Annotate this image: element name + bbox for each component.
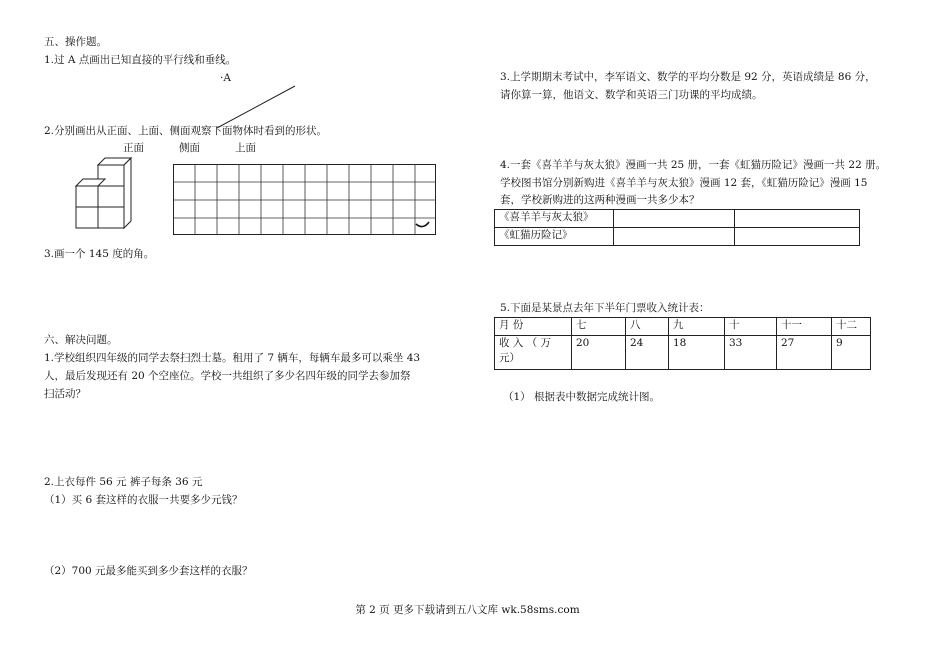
book-title-cell: 《虹猫历险记》	[495, 228, 614, 246]
problem-2-sub2: （2）700 元最多能买到多少套这样的衣服？	[44, 565, 253, 577]
table-cell: 20	[572, 336, 626, 370]
view-label-front: 正面	[123, 142, 144, 154]
table-header-row	[495, 318, 871, 336]
table-cell: 9	[832, 336, 871, 370]
question-1-text: 1.过 A 点画出已知直接的平行线和垂线。	[44, 54, 237, 66]
right-q3-line2: 请你算一算，他语文、数学和英语三门功课的平均成绩。	[500, 89, 763, 101]
row-label-line2: 元）	[499, 352, 520, 365]
book-row-1	[495, 210, 860, 228]
view-label-side: 侧面	[179, 142, 200, 154]
right-q4-line3: 套，学校新购进的这两种漫画一共多少本？	[500, 194, 700, 206]
table-cell: 27	[777, 336, 832, 370]
table-header-cell: 十一	[777, 318, 832, 336]
section5-heading: 五、操作题。	[44, 36, 107, 48]
book-table	[494, 209, 860, 246]
point-a-label: ·A	[220, 72, 231, 84]
section6-heading: 六、解决问题。	[44, 334, 118, 346]
table-header-cell: 十	[725, 318, 777, 336]
book-answer-cell[interactable]	[614, 210, 735, 228]
table-cell: 24	[626, 336, 669, 370]
grid-lines	[173, 164, 437, 236]
page-footer: 第 2 页 更多下载请到五八文库 wk.58sms.com	[355, 604, 580, 616]
given-line	[217, 86, 295, 128]
table-header-cell: 月 份	[495, 318, 572, 336]
book-answer-cell[interactable]	[614, 228, 735, 246]
drawing-grid[interactable]	[173, 164, 437, 241]
book-row-2	[495, 228, 860, 246]
problem-1-line3: 扫活动？	[44, 388, 86, 400]
table-cell: 18	[669, 336, 725, 370]
right-q4-line1: 4.一套《喜羊羊与灰太狼》漫画一共 25 册，一套《虹猫历险记》漫画一共 22 册。	[500, 159, 887, 171]
problem-2-sub1: （1）买 6 套这样的衣服一共要多少元钱？	[44, 494, 243, 506]
cube-stack-drawing	[74, 155, 134, 235]
problem-1-line2: 人，最后发现还有 20 个空座位。学校一共组织了多少名四年级的同学去参加祭	[44, 370, 411, 382]
table-header-cell: 十二	[832, 318, 871, 336]
table-data-row	[495, 336, 871, 370]
view-label-top: 上面	[235, 142, 256, 154]
table-header-cell: 九	[669, 318, 725, 336]
question-3-text: 3.画一个 145 度的角。	[44, 248, 155, 260]
right-q3-line1: 3.上学期期末考试中，李军语文、数学的平均分数是 92 分，英语成绩是 86 分，	[500, 71, 876, 83]
book-title-cell: 《喜羊羊与灰太狼》	[495, 210, 614, 228]
table-row-label	[495, 336, 572, 370]
ticket-income-table	[494, 317, 871, 370]
problem-2-text: 2.上衣每件 56 元 裤子每条 36 元	[44, 476, 203, 488]
row-label-line1: 收 入 （ 万	[499, 337, 552, 349]
book-answer-cell[interactable]	[735, 228, 860, 246]
book-answer-cell[interactable]	[735, 210, 860, 228]
table-cell: 33	[725, 336, 777, 370]
problem-1-line1: 1.学校组织四年级的同学去祭扫烈士墓。租用了 7 辆车，每辆车最多可以乘坐 43	[44, 352, 421, 364]
cube-stack-figure	[74, 155, 134, 235]
question-2-text: 2.分别画出从正面、上面、侧面观察下面物体时看到的形状。	[44, 125, 328, 137]
table-header-cell: 七	[572, 318, 626, 336]
right-q4-line2: 学校图书馆分别新购进《喜羊羊与灰太狼》漫画 12 套，《虹猫历险记》漫画 15	[500, 177, 868, 189]
right-q5-sub1: （1） 根据表中数据完成统计图。	[503, 391, 661, 403]
table-header-cell: 八	[626, 318, 669, 336]
right-q5-text: 5.下面是某景点去年下半年门票收入统计表：	[500, 302, 710, 314]
